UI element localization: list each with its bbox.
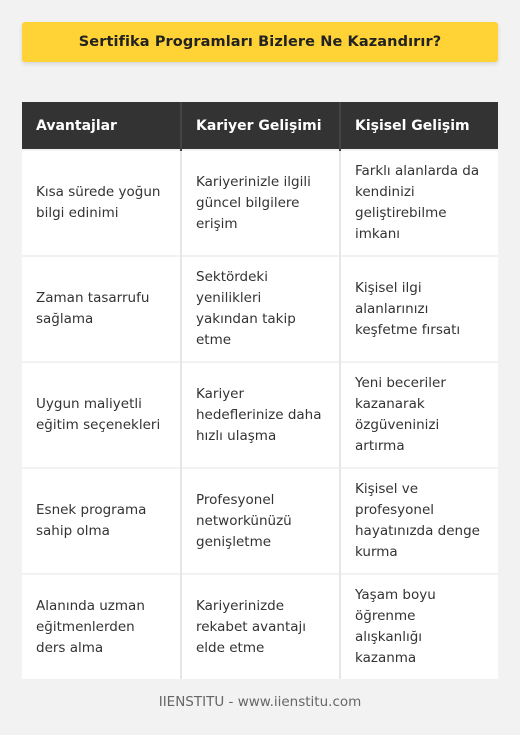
column-header-advantages: Avantajlar [22,102,181,150]
table-cell: Uygun maliyetli eğitim seçenekleri [22,362,181,468]
table-row [22,256,498,362]
table-cell: Kariyer hedeflerinize daha hızlı ulaşma [181,362,340,468]
column-header-career: Kariyer Gelişimi [181,102,340,150]
table-cell: Kariyerinizde rekabet avantajı elde etme [181,574,340,679]
table-cell: Alanında uzman eğitmenlerden ders alma [22,574,181,679]
table-cell: Kişisel ve profesyonel hayatınızda denge kurma [340,468,498,574]
column-header-personal: Kişisel Gelişim [340,102,498,150]
table-cell: Profesyonel networkünüzü genişletme [181,468,340,574]
table-cell: Farklı alanlarda da kendinizi geliştirebilme imkanı [340,150,498,256]
table-row [22,574,498,679]
table-cell: Kariyerinizle ilgili güncel bilgilere erişim [181,150,340,256]
comparison-table [22,102,498,679]
table-cell: Esnek programa sahip olma [22,468,181,574]
table-cell: Kişisel ilgi alanlarınızı keşfetme fırsatı [340,256,498,362]
table-cell: Sektördeki yenilikleri yakından takip etme [181,256,340,362]
footer-credit: IIENSTITU - www.iienstitu.com [158,694,362,710]
table-cell: Yeni beceriler kazanarak özgüveninizi artırma [340,362,498,468]
table-cell: Yaşam boyu öğrenme alışkanlığı kazanma [340,574,498,679]
table-cell: Kısa sürede yoğun bilgi edinimi [22,150,181,256]
table-header-row [22,102,498,150]
page-title: Sertifika Programları Bizlere Ne Kazandırır? [78,34,442,50]
table-row [22,150,498,256]
table-row [22,468,498,574]
table-row [22,362,498,468]
title-banner [22,22,498,62]
table-cell: Zaman tasarrufu sağlama [22,256,181,362]
